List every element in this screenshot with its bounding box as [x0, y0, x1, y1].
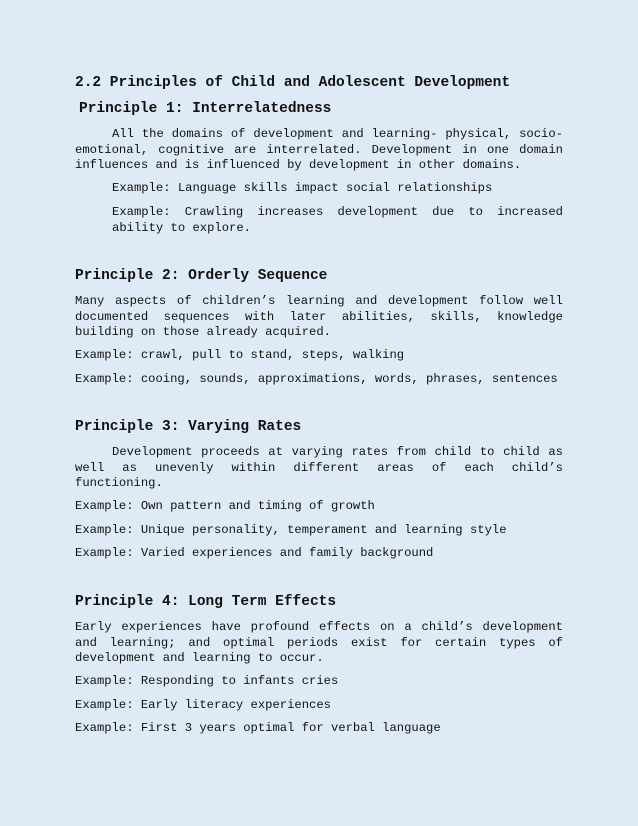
- principle-1-heading: Principle 1: Interrelatedness: [79, 101, 332, 117]
- principle-4-example-2: Example: Early literacy experiences: [75, 698, 331, 712]
- principle-4-paragraph: Early experiences have profound effects on a child’s development and learning; and optimal periods exist for certain types of development and learning to occur.: [75, 620, 563, 665]
- principle-1-example-2: Example: Crawling increases development due to increased ability to explore.: [112, 205, 563, 235]
- principle-3-heading: Principle 3: Varying Rates: [75, 419, 302, 435]
- principle-3-example-1: Example: Own pattern and timing of growth: [75, 499, 375, 513]
- principle-3-paragraph: Development proceeds at varying rates from child to child as well as unevenly within different areas of each child’s functioning.: [75, 445, 563, 490]
- principle-4-example-3: Example: First 3 years optimal for verbal language: [75, 721, 441, 735]
- section-title: 2.2 Principles of Child and Adolescent Development: [75, 75, 511, 91]
- principle-2-paragraph: Many aspects of children’s learning and development follow well documented sequences with later abilities, skills, knowledge building on those already acquired.: [75, 294, 563, 339]
- principle-1-paragraph: All the domains of development and learning- physical, socio-emotional, cognitive are interrelated. Development in one domain influences and is influenced by development in other domains.: [75, 127, 563, 172]
- principle-3-example-3: Example: Varied experiences and family background: [75, 546, 434, 560]
- principle-4-example-1: Example: Responding to infants cries: [75, 674, 339, 688]
- principle-2-heading: Principle 2: Orderly Sequence: [75, 268, 328, 284]
- principle-3-example-2: Example: Unique personality, temperament and learning style: [75, 523, 507, 537]
- principle-1-example-1: Example: Language skills impact social relationships: [112, 181, 493, 195]
- principle-4-heading: Principle 4: Long Term Effects: [75, 594, 337, 610]
- principle-2-example-1: Example: crawl, pull to stand, steps, walking: [75, 348, 405, 362]
- principle-2-example-2: Example: cooing, sounds, approximations, words, phrases, sentences: [75, 372, 558, 386]
